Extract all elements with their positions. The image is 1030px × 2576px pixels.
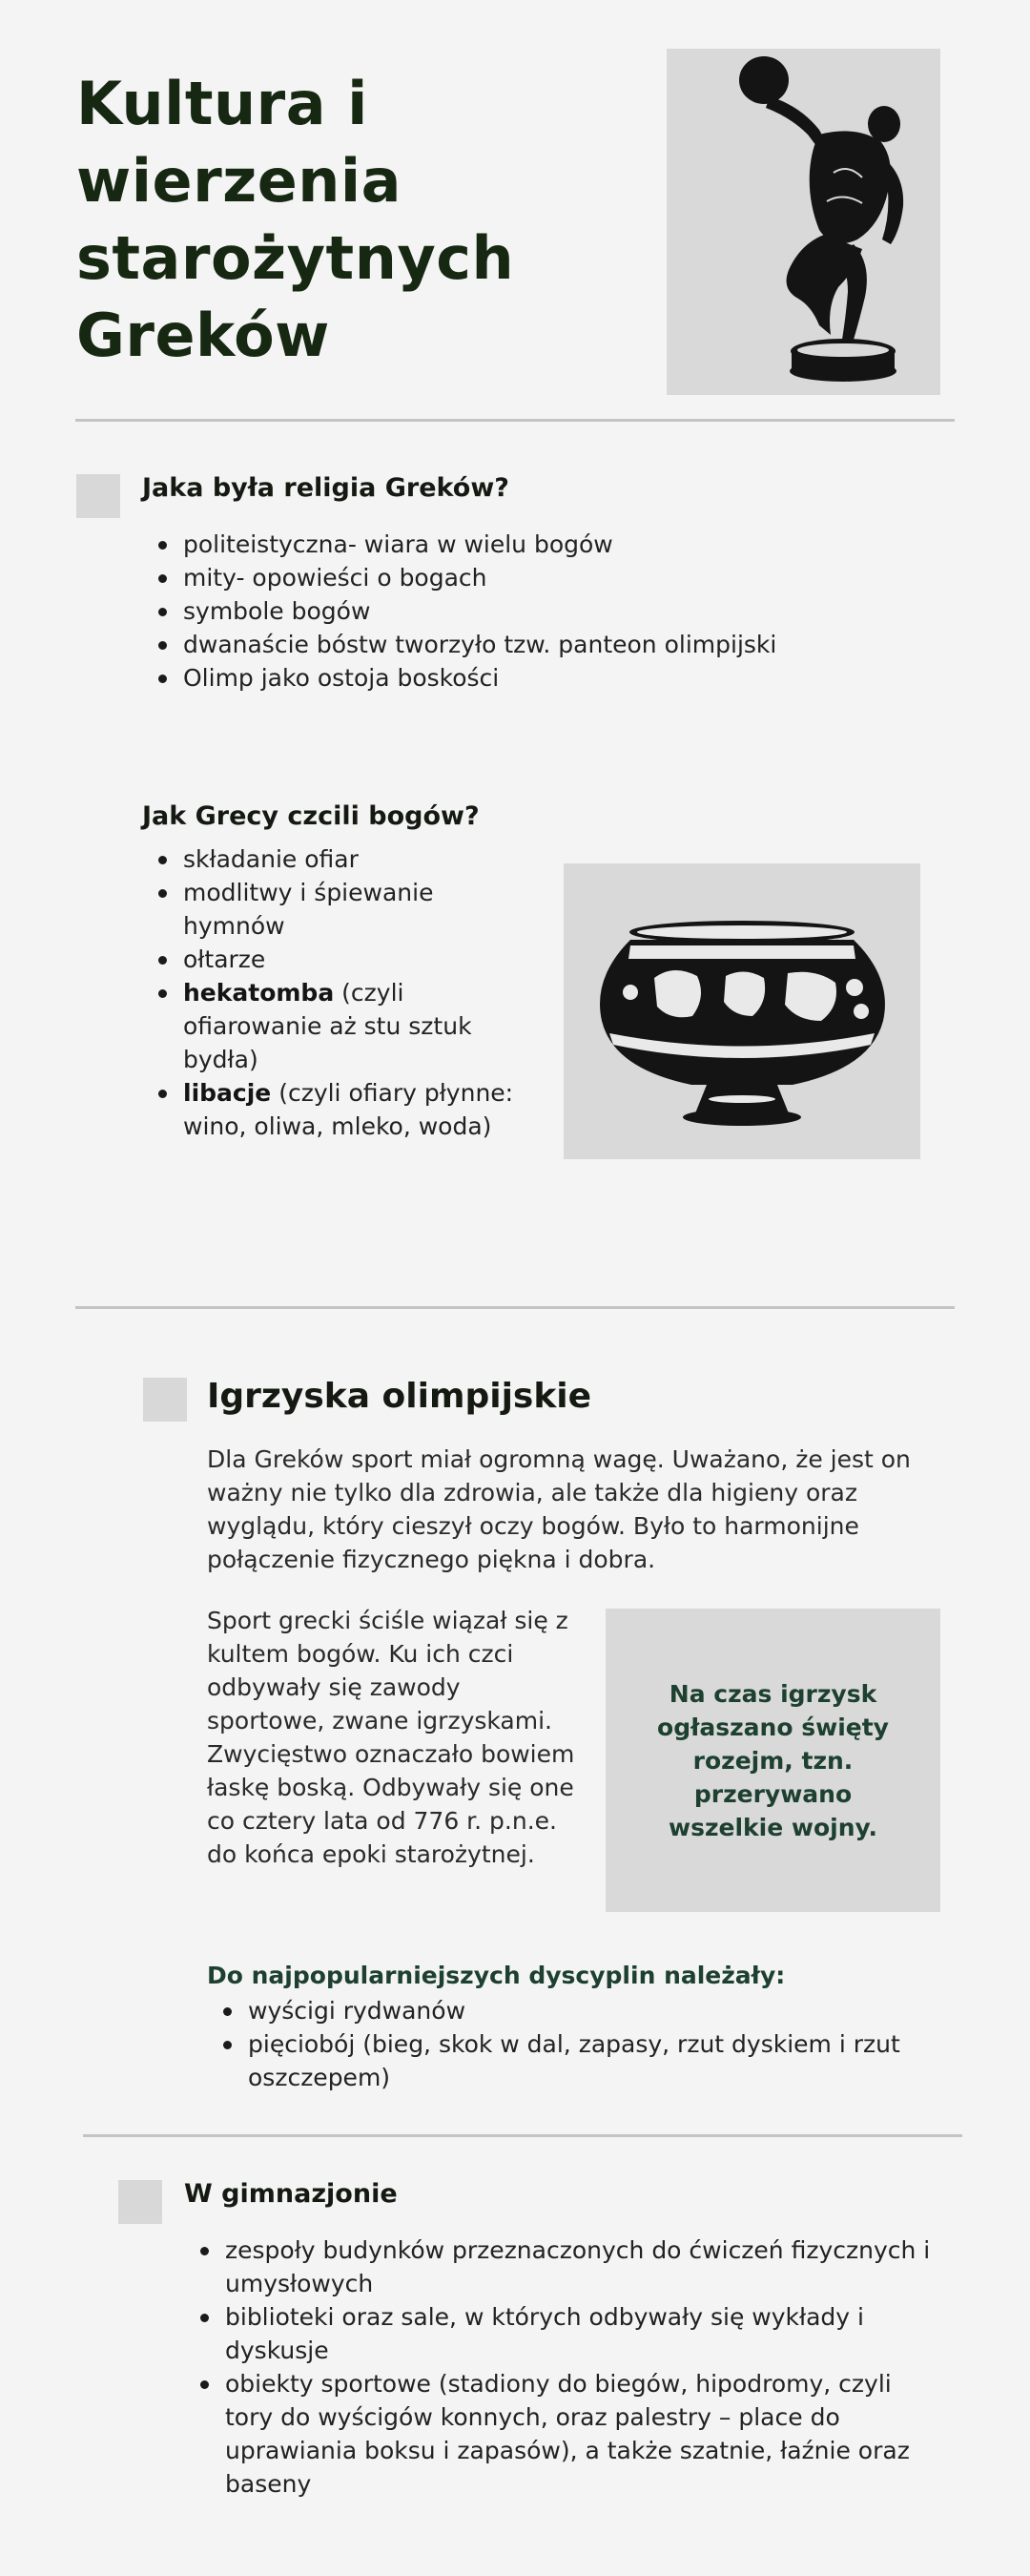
section-marker: [76, 474, 120, 518]
term-libacje: libacje: [183, 1079, 272, 1107]
olympics-callout: Na czas igrzysk ogłaszano święty rozejm, tzn. przerywano wszelkie wojny.: [606, 1609, 940, 1912]
greek-vase-icon: [564, 863, 920, 1159]
divider: [75, 419, 955, 422]
list-item: obiekty sportowe (stadiony do biegów, hipodromy, czyli tory do wyścigów konnych, oraz palestry – place do uprawiania boksu i zapasów), a także szatnie, łaźnie oraz baseny: [196, 2367, 940, 2501]
list-item: biblioteki oraz sale, w których odbywały się wykłady i dyskusje: [196, 2300, 940, 2367]
list-item: dwanaście bóstw tworzyło tzw. panteon olimpijski: [154, 628, 879, 661]
section-marker: [143, 1378, 187, 1422]
list-item: [154, 1076, 517, 1143]
list-item: składanie ofiar: [154, 842, 517, 876]
section-marker: [118, 2180, 162, 2224]
worship-heading: Jak Grecy czcili bogów?: [142, 801, 480, 831]
list-item: politeistyczna- wiara w wielu bogów: [154, 528, 879, 561]
olympics-body: Sport grecki ściśle wiązał się z kultem bogów. Ku ich czci odbywały się zawody sportowe, zwane igrzyskami. Zwycięstwo oznaczało bowiem łaskę boską. Odbywały się one co cztery lata od 776 r. p.n.e. do końca epoki starożytnej.: [207, 1607, 575, 1868]
list-item: [154, 976, 517, 1076]
list-item: mity- opowieści o bogach: [154, 561, 879, 594]
list-item: modlitwy i śpiewanie hymnów: [154, 876, 517, 943]
olympics-intro: Dla Greków sport miał ogromną wagę. Uważano, że jest on ważny nie tylko dla zdrowia, ale także dla higieny oraz wyglądu, który cieszył oczy bogów. Było to harmonijne połączenie fizycznego piękna i dobra.: [207, 1445, 911, 1573]
olympics-heading: Igrzyska olimpijskie: [207, 1377, 592, 1416]
list-item: wyścigi rydwanów: [219, 1994, 944, 2027]
religion-list: [154, 528, 879, 695]
worship-list: [154, 842, 517, 1143]
list-item: symbole bogów: [154, 594, 879, 628]
vase-image: [564, 863, 920, 1159]
divider: [75, 1306, 955, 1309]
gymnasium-heading: W gimnazjonie: [184, 2179, 398, 2209]
discobolus-statue-icon: [667, 49, 940, 395]
list-item: zespoły budynków przeznaczonych do ćwiczeń fizycznych i umysłowych: [196, 2233, 940, 2300]
discobolus-image: [667, 49, 940, 395]
disciplines-list: [219, 1994, 944, 2094]
term-description: (czyli ofiarowanie aż stu sztuk bydła): [183, 979, 472, 1073]
list-item: ołtarze: [154, 943, 517, 976]
disciplines-heading: Do najpopularniejszych dyscyplin należały:: [207, 1962, 786, 1989]
gymnasium-list: [196, 2233, 940, 2501]
list-item: pięciobój (bieg, skok w dal, zapasy, rzut dyskiem i rzut oszczepem): [219, 2027, 944, 2094]
religion-heading: Jaka była religia Greków?: [142, 473, 509, 503]
list-item: Olimp jako ostoja boskości: [154, 661, 879, 695]
term-description: (czyli ofiary płynne: wino, oliwa, mleko, woda): [183, 1079, 514, 1140]
page-title: Kultura i wierzenia starożytnych Greków: [76, 69, 515, 370]
term-hekatomba: hekatomba: [183, 979, 335, 1007]
divider: [83, 2134, 962, 2137]
